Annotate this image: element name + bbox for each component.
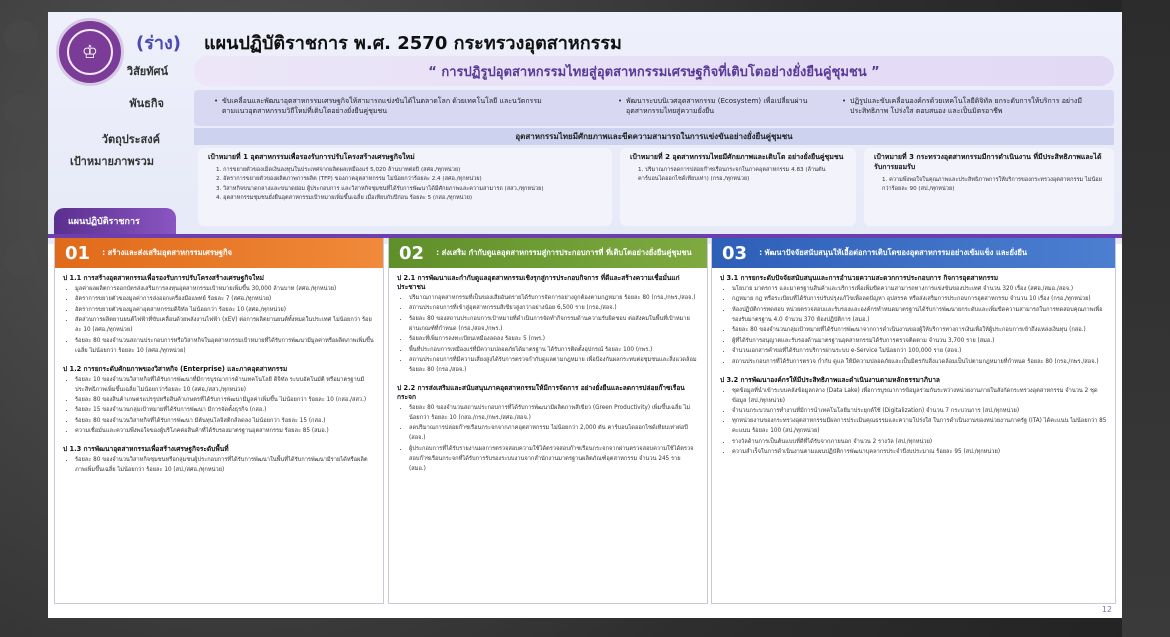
objective-text: อุตสาหกรรมไทยมีศักยภาพและขีดความสามารถในการแข่งขันอย่างยั่งยืนคู่ชุมชน (515, 132, 793, 141)
kpi-item: • สถานประกอบการที่เข้าสู่อุตสาหกรรมสีเขียวสูงกว่าอย่างน้อย 6,500 ราย (กรอ./สอจ.) (409, 304, 699, 314)
kpi-item: • ชุดข้อมูลที่นำเข้าระบบคลังข้อมูลกลาง (Data Lake) เพื่อการบูรณาการข้อมูลร่วมกันระหว่างหน่วยงานภายในสังกัดกระทรวงอุตสาหกรรม จำนวน 2 ชุดข้อมูล (สป./ทุกหน่วย) (732, 387, 1107, 407)
kpi-item: • สถานประกอบการที่ได้รับการตรวจ กำกับ ดูแล ให้มีความปลอดภัยและเป็นมิตรกับสิ่งแวดล้อมเป็นไปตามกฎหมายที่กำหนด ร้อยละ 80 (กรอ./กพร./สอจ.) (732, 358, 1107, 368)
mission-bar (194, 90, 1114, 126)
kpi-item: • กฎหมาย กฎ หรือระเบียบที่ได้รับการปรับปรุงแก้ไขเพื่อลดปัญหา อุปสรรค หรือส่งเสริมการประกอบการอุตสาหกรรม จำนวน 10 เรื่อง (กรอ./ทุกหน่วย) (732, 295, 1107, 305)
emblem-icon: ♔ (67, 29, 113, 75)
kpi-item: • ความสำเร็จในการดำเนินงานตามแผนปฏิบัติการพัฒนาบุคลากรประจำปีงบประมาณ ร้อยละ 95 (สป./ทุกหน่วย) (732, 448, 1107, 458)
column-number: 02 (399, 242, 425, 264)
mission-item: • ปฏิรูปและขับเคลื่อนองค์กรด้วยเทคโนโลยีดิจิทัล ยกระดับการให้บริการ อย่างมีประสิทธิภาพ โปร่งใส ตอบสนอง และเป็นมิตรอาชีพ (850, 96, 1100, 116)
kpi-item: • ห้องปฏิบัติการทดสอบ หน่วยตรวจสอบและรับรองและองค์กรทำหนดมาตรฐานได้รับการพัฒนายกระดับและเพิ่มขีดความสามารถในการทดสอบคุณภาพเพื่อรองรับมาตรฐาน 4.0 จำนวน 370 ห้องปฏิบัติการ (สมอ.) (732, 306, 1107, 326)
section-title: ป 1.3 การพัฒนาอุตสาหกรรมเพื่อสร้างเศรษฐกิจระดับพื้นที่ (63, 445, 229, 454)
kpi-item: • ปริมาณกากอุตสาหกรรมที่เป็นของเสียอันตรายได้รับการจัดการอย่างถูกต้องตามกฎหมาย ร้อยละ 80 (กรอ./กพร./สอจ.) (409, 294, 699, 304)
kpi-item: • ร้อยละ 80 ของจำนวนกลุ่มเป้าหมายที่ได้รับการพัฒนาจากการดำเนินงานของผู้ให้บริการทางการเงินเพื่อให้ผู้ประกอบการเข้าถึงแหล่งเงินทุน (กสอ.) (732, 326, 1107, 336)
strategy-column-2 (388, 238, 708, 604)
draft-label: (ร่าง) (136, 33, 182, 54)
kpi-item: • รางวัลด้านการเป็นต้นแบบที่ดีที่ได้รับจากภายนอก จำนวน 2 รางวัล (สป./ทุกหน่วย) (732, 438, 1107, 448)
goal-list (208, 166, 602, 204)
goal-box-1 (198, 148, 612, 226)
mission-item: • พัฒนาระบบนิเวศอุตสาหกรรม (Ecosystem) เพื่อเปลี่ยนผ่านอุตสาหกรรมไทยสู่ความยั่งยืน (626, 96, 816, 116)
kpi-item: • ร้อยละ 80 ของจำนวนวิสาหกิจที่ได้รับการพัฒนา มีต้นทุนโลจิสติกส์ลดลง ไม่น้อยกว่า ร้อยละ 15 (กสอ.) (75, 417, 375, 427)
column-body (55, 268, 383, 490)
kpi-item: • สัดส่วนการผลิตยานยนต์ไฟฟ้าที่ขับเคลื่อนด้วยพลังงานไฟฟ้า (xEV) ต่อการผลิตยานยนต์ทั้งหมดในประเทศ ไม่น้อยกว่า ร้อยละ 10 (สศอ./ทุกหน่วย) (75, 316, 375, 336)
kpi-item: • ผู้ที่ได้รับการอนุญาตและรับรองด้านมาตรฐานอุตสาหกรรมได้รับการตรวจติดตาม จำนวน 3,700 ราย (สมอ.) (732, 337, 1107, 347)
goal-list (630, 166, 846, 185)
kpi-item: • พื้นที่ประกอบการเหมืองแร่ที่มีความปลอดภัยได้มาตรฐาน ได้รับการติดตั้งอุปกรณ์ ร้อยละ 100 (กพร.) (409, 346, 699, 356)
section (397, 384, 699, 475)
vision-text: “ การปฏิรูปอุตสาหกรรมไทยสู่อุตสาหกรรมเศรษฐกิจที่เติบโตอย่างยั่งยืนคู่ชุมชน ” (428, 64, 880, 80)
objective-label: วัตถุประสงค์ (101, 133, 160, 146)
section (397, 274, 699, 376)
kpi-item: • นโยบาย มาตรการ และมาตรฐานสินค้าและบริการเพื่อเพิ่มขีดความสามารถทางการแข่งขันของประเทศ จำนวน 320 เรื่อง (สศอ./สมอ./สอจ.) (732, 285, 1107, 295)
section-title: ป 3.1 การยกระดับปัจจัยสนับสนุนและการอำนวยความสะดวกการประกอบการ กิจการอุตสาหกรรม (720, 274, 999, 282)
plan-tab: แผนปฏิบัติราชการ (54, 208, 176, 234)
column-title: : สร้างและส่งเสริมอุตสาหกรรมเศรษฐกิจ (102, 248, 232, 258)
mission-item: • ขับเคลื่อนและพัฒนาอุตสาหกรรมเศรษฐกิจให้สามารถแข่งขันได้ในตลาดโลก ด้วยเทคโนโลยี และนวัตกรรมตามแนวอุตสาหกรรมวิถีใหม่ที่เติบโตอย่างยั่งยืนคู่ชุมชน (222, 96, 552, 116)
background-right-strip (1122, 0, 1170, 637)
column-body (712, 268, 1115, 472)
kpi-item: • ร้อยละที่เพิ่มการลงทะเบียนเหมืองลดลง ร้อยละ 5 (กพร.) (409, 335, 699, 345)
goal-item: 1. ปริมาณการลดการปล่อยก๊าซเรือนกระจกในภาคอุตสาหกรรม 4.83 (ล้านตันคาร์บอนไดออกไซด์เทียบเท่า) (กรอ./ทุกหน่วย) (638, 166, 826, 183)
kpi-item: • จำนวนกระบวนการทำงานที่มีการนำเทคโนโลยีมาประยุกต์ใช้ (Digitalization) จำนวน 7 กระบวนการ (สป./ทุกหน่วย) (732, 407, 1107, 417)
goal-item: 2. อัตราการขยายตัวของผลิตภาพการผลิต (TFP) ของภาคอุตสาหกรรม ไม่น้อยกว่าร้อยละ 2.4 (สศอ./ทุกหน่วย) (216, 176, 482, 183)
mission-label: พันธกิจ (129, 97, 164, 110)
column-header (55, 238, 383, 268)
kpi-item: • ร้อยละ 80 ของจำนวนสถานประกอบการหรือวิสาหกิจในอุตสาหกรรมเป้าหมายที่ได้รับการพัฒนามีมูลค่าหรือผลิตภาพเพิ่มขึ้นเฉลี่ย ไม่น้อยกว่า ร้อยละ 10 (สศอ./ทุกหน่วย) (75, 337, 375, 357)
section (63, 274, 375, 357)
kpi-item: • ร้อยละ 10 ของจำนวนวิสาหกิจที่ได้รับการพัฒนาที่มีการบูรณาการด้านเทคโนโลยี ดิจิทัล ระบบอัตโนมัติ หรือมาตรฐานมีประสิทธิภาพเพิ่มขึ้นเฉลี่ย ไม่น้อยกว่าร้อยละ 10 (สศอ./สสว./ทุกหน่วย) (75, 376, 375, 396)
kpi-item: • ร้อยละ 80 ของสถานประกอบการเป้าหมายที่ดำเนินการจัดทำกิจกรรมด้านความรับผิดชอบ ต่อสังคมในพื้นที่เป้าหมายผ่านเกณฑ์ที่กำหนด (กรอ./สอจ./กพร.) (409, 315, 699, 335)
kpi-item: • มูลค่าผลผลิตการออกบัตรส่งเสริมการลงทุนอุตสาหกรรมเป้าหมายเพิ่มขึ้น 30,000 ล้านบาท (สศอ./ทุกหน่วย) (75, 285, 375, 295)
section (720, 376, 1107, 459)
kpi-item: • สถานประกอบการที่มีความเสี่ยงสูงได้รับการตรวจกำกับดูแลตามกฎหมาย เพื่อป้องกันผลกระทบต่อชุมชนและสิ่งแวดล้อม ร้อยละ 80 (กรอ./สอจ.) (409, 356, 699, 376)
section (63, 445, 375, 476)
column-number: 01 (65, 242, 91, 264)
goal-list (874, 176, 1104, 195)
column-header (389, 238, 707, 268)
kpi-item: • จำนวนเอกสารคำขอที่ได้รับการบริการผ่านระบบ e-Service ไม่น้อยกว่า 100,000 ราย (สอจ.) (732, 347, 1107, 357)
kpi-item: • อัตราการขยายตัวของมูลค่าการส่งออกเครื่องมือแพทย์ ร้อยละ 7 (สศอ./ทุกหน่วย) (75, 295, 375, 305)
kpi-item: • ลดปริมาณการปล่อยก๊าซเรือนกระจกจากภาคอุตสาหกรรม ไม่น้อยกว่า 2,000 ตัน คาร์บอนไดออกไซด์เทียบเท่าต่อปี (สอจ.) (409, 424, 699, 444)
section-title: ป 3.2 การพัฒนาองค์กรให้มีประสิทธิภาพและดำเนินงานตามหลักธรรมาภิบาล (720, 375, 940, 384)
column-title: : ส่งเสริม กำกับดูแลอุตสาหกรรมสู่การประกอบการที่ ที่เติบโตอย่างยั่งยืนคู่ชุมชน (436, 248, 692, 258)
column-title: : พัฒนาปัจจัยสนับสนุนให้เอื้อต่อการเติบโตของอุตสาหกรรมอย่างเข้มแข็ง และยั่งยืน (759, 248, 1028, 258)
section-title: ป 1.2 การยกระดับศักยภาพของวิสาหกิจ (Enterprise) และภาคอุตสาหกรรม (63, 364, 288, 373)
kpi-item: • ผู้ประกอบการที่ได้รับรายงานผลการตรวจสอบความใช้ได้ตรวจสอบก๊าซเรือนกระจกจากผ่านตรวจสอบความใช้ได้ตรวจสอบก๊าซเรือนกระจกที่ได้รับการรับรองระบบงานจากสำนักงานมาตรฐานผลิตภัณฑ์อุตสาหกรรม จำนวน 245 ราย (สมอ.) (409, 445, 699, 475)
page-title: แผนปฏิบัติราชการ พ.ศ. 2570 กระทรวงอุตสาหกรรม (204, 33, 622, 54)
goal-title: เป้าหมายที่ 1 อุตสาหกรรมเพื่อรองรับการปรับโครงสร้างเศรษฐกิจใหม่ (208, 153, 415, 161)
goal-item: 4. อุตสาหกรรมชุมชนยั่งยืนอุตสาหกรรมเป้าหมายเพิ่มขึ้นเฉลี่ย เมื่อเทียบกับปีก่อน ร้อยละ 5 (กสอ./ทุกหน่วย) (216, 195, 473, 202)
kpi-item: • ร้อยละ 15 ของจำนวนกลุ่มเป้าหมายที่ได้รับการพัฒนา มีการจัดตั้งธุรกิจ (กสอ.) (75, 406, 375, 416)
kpi-item: • ร้อยละ 80 ของสินค้าเกษตรแปรรูปหรือสินค้าเกษตรที่ได้รับการพัฒนามีมูลค่าเพิ่มขึ้น ไม่น้อยกว่า ร้อยละ 10 (กสอ./สสว.) (75, 396, 375, 406)
slide (48, 12, 1122, 618)
goal-box-3 (864, 148, 1114, 226)
goal-title: เป้าหมายที่ 3 กระทรวงอุตสาหกรรมมีการดำเนินงาน ที่มีประสิทธิภาพและได้รับการยอมรับ (874, 153, 1102, 171)
column-body (389, 268, 707, 489)
goal-item: 1. การขยายตัวของเม็ดเงินลงทุนในประเทศจากผลิตผลเหมืองแร่ 5,020 ล้านบาทต่อปี (สศอ./ทุกหน่วย) (216, 166, 461, 173)
section (720, 274, 1107, 368)
header (48, 12, 1122, 244)
kpi-item: • ทุกหน่วยงานของกระทรวงอุตสาหกรรมมีผลการประเมินคุณธรรมและความโปร่งใส ในการดำเนินงานของหน่วยงานภาครัฐ (ITA) ได้คะแนน ไม่น้อยกว่า 85 คะแนน ร้อยละ 100 (สป./ทุกหน่วย) (732, 417, 1107, 437)
objective-bar (194, 128, 1114, 145)
vision-label: วิสัยทัศน์ (126, 65, 168, 78)
goal-item: 3. วิสาหกิจขนาดกลางและขนาดย่อม ผู้ประกอบการ และวิสาหกิจชุมชนที่ได้รับการพัฒนาได้มีศักยภาพและความสามารถ (สสว./ทุกหน่วย) (216, 185, 544, 192)
section-title: ป 2.2 การส่งเสริมและสนับสนุนภาคอุตสาหกรรมให้มีการจัดการ อย่างยั่งยืนและลดการปล่อยก๊าซเรือนกระจก (397, 384, 685, 401)
goal-box-2 (620, 148, 856, 226)
background-left-shapes (4, 20, 44, 316)
kpi-item: • อัตราการขยายตัวของมูลค่าอุตสาหกรรมดิจิทัล ไม่น้อยกว่า ร้อยละ 10 (สศอ./ทุกหน่วย) (75, 306, 375, 316)
strategy-column-1 (54, 238, 384, 604)
kpi-item: • ความเชื่อมั่นและความพึงพอใจของผู้บริโภคต่อสินค้าที่ได้รับรองมาตรฐานอุตสาหกรรม ร้อยละ 85 (สมอ.) (75, 427, 375, 437)
overall-goal-label: เป้าหมายภาพรวม (69, 155, 154, 168)
section-title: ป 1.1 การสร้างอุตสาหกรรมเพื่อรองรับการปรับโครงสร้างเศรษฐกิจใหม่ (63, 274, 265, 282)
kpi-item: • ร้อยละ 80 ของจำนวนวิสาหกิจชุมชนหรือกลุ่มชนผู้ประกอบการที่ได้รับการพัฒนาในพื้นที่ได้รับการพัฒนามีรายได้หรือผลิตภาพเพิ่มขึ้นเฉลี่ย ไม่น้อยกว่า ร้อยละ 10 (สป./สศอ./ทุกหน่วย) (75, 456, 375, 476)
page-number: 12 (1101, 605, 1112, 614)
kpi-item: • ร้อยละ 80 ของจำนวนสถานประกอบการที่ได้รับการพัฒนามีผลิตภาพสีเขียว (Green Productivity) เพิ่มขึ้นเฉลี่ย ไม่น้อยกว่า ร้อยละ 10 (กสอ./กรอ./กพร./สศอ./สอจ.) (409, 404, 699, 424)
column-number: 03 (722, 242, 748, 264)
strategy-column-3 (711, 238, 1116, 604)
goal-item: 1. ความพึงพอใจในคุณภาพและประสิทธิภาพการให้บริการของกระทรวงอุตสาหกรรม ไม่น้อยกว่าร้อยละ 90 (สป./ทุกหน่วย) (882, 176, 1102, 193)
section (63, 365, 375, 438)
goal-title: เป้าหมายที่ 2 อุตสาหกรรมไทยมีศักยภาพและเติบโต อย่างยั่งยืนคู่ชุมชน (630, 153, 844, 161)
section-title: ป 2.1 การพัฒนาและกำกับดูแลอุตสาหกรรมเชิงรุกสู่การประกอบกิจการ ที่ดีและสร้างความเชื่อมั่นแก่ประชาชน (397, 274, 680, 291)
column-header (712, 238, 1115, 268)
vision-bar (194, 56, 1114, 86)
